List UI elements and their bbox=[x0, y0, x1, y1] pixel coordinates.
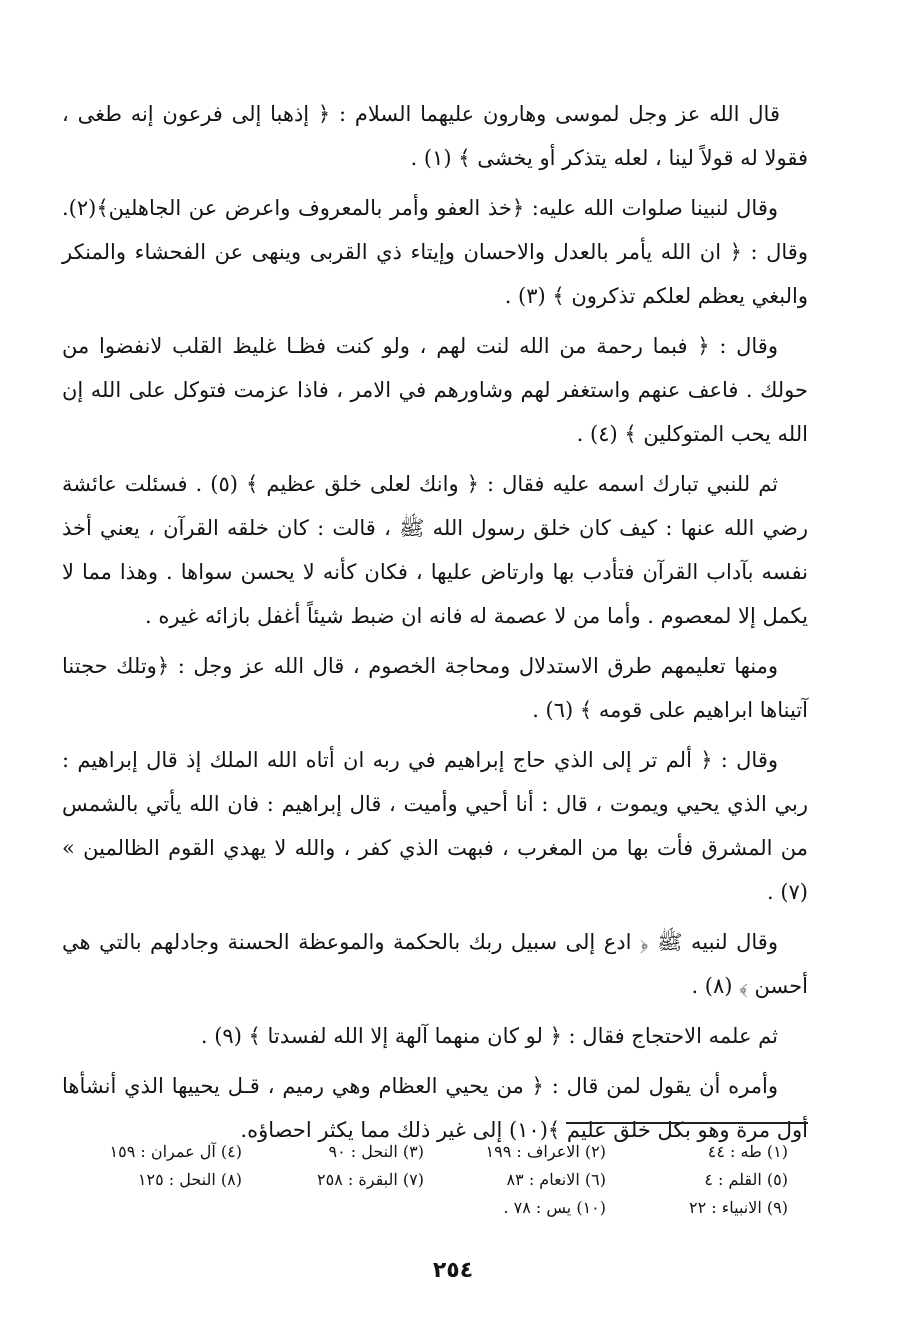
page-number: ٢٥٤ bbox=[432, 1258, 474, 1283]
paragraph: وقال لنبيه ﷺ ﴿ ادع إلى سبيل ربك بالحكمة والموعظة الحسنة وجادلهم بالتي هي أحسن ﴾ (٨) . bbox=[62, 930, 808, 998]
footnote: (٦) الانعام : ٨٣ bbox=[506, 1170, 606, 1189]
footnotes bbox=[66, 1138, 788, 1222]
footnote: (٧) البقرة : ٢٥٨ bbox=[317, 1170, 424, 1189]
paragraph: ومنها تعليمهم طرق الاستدلال ومحاجة الخصوم ، قال الله عز وجل : ﴿وتلك حجتنا آتيناها ابراهيم على قومه ﴾ (٦) . bbox=[62, 654, 808, 722]
footnote: (٢) الاعراف : ١٩٩ bbox=[485, 1142, 606, 1161]
footnote: (٤) آل عمران : ١٥٩ bbox=[109, 1142, 242, 1161]
footnote bbox=[66, 1194, 242, 1222]
paragraph: ثم علمه الاحتجاج فقال : ﴿ لو كان منهما آلهة إلا الله لفسدتا ﴾ (٩) . bbox=[200, 1024, 778, 1048]
paragraph: وقال : ﴿ ألم تر إلى الذي حاج إبراهيم في ربه ان أتاه الله الملك إذ قال إبراهيم : ربي الذي يحيي ويموت ، قال : أنا أحيي وأميت ، قال إبراهيم : فان الله يأتي بالشمس من المشرق فأت بها من المغرب ، فبهت الذي كفر ، والله لا يهدي القوم الظالمين » (٧) . bbox=[62, 748, 808, 904]
paragraph: وقال : ﴿ فبما رحمة من الله لنت لهم ، ولو كنت فظـا غليظ القلب لانفضوا من حولك . فاعف عنهم واستغفر لهم وشاورهم في الامر ، فاذا عزمت فتوكل على الله إن الله يحب المتوكلين ﴾ (٤) . bbox=[62, 334, 808, 446]
footnote bbox=[248, 1194, 424, 1222]
paragraph: وقال لنبينا صلوات الله عليه: ﴿خذ العفو وأمر بالمعروف واعرض عن الجاهلين﴾(٢). وقال : ﴿ ان الله يأمر بالعدل والاحسان وإيتاء ذي القربى وينهى عن الفحشاء والمنكر والبغي يعظم لعلكم تذكرون ﴾ (٣) . bbox=[62, 196, 808, 308]
footnote: (١٠) يس : ٧٨ . bbox=[503, 1198, 606, 1217]
footnote-divider bbox=[566, 1122, 808, 1124]
paragraph: ثم للنبي تبارك اسمه عليه فقال : ﴿ وانك لعلى خلق عظيم ﴾ (٥) . فسئلت عائشة رضي الله عنها : كيف كان خلق رسول الله ﷺ ، قالت : كان خلقه القرآن ، يعني أخذ نفسه بآداب القرآن فتأدب بها وارتاض عليها ، فكان كأنه لا يحسن سواها . وهذا مما لا يكمل إلا لمعصوم . وأما من لا عصمة له فانه ان ضبط شيئاً أغفل بازائه غيره . bbox=[62, 472, 808, 628]
footnote-row bbox=[66, 1166, 788, 1194]
footnote-row bbox=[66, 1138, 788, 1166]
footnote: (٣) النحل : ٩٠ bbox=[328, 1142, 424, 1161]
footnote: (٩) الانبياء : ٢٢ bbox=[689, 1198, 788, 1217]
paragraph: وأمره أن يقول لمن قال : ﴿ من يحيي العظام وهي رميم ، قـل يحييها الذي أنشأها أول مرة وهو بكل خلق عليم ﴾(١٠) إلى غير ذلك مما يكثر احصاؤه. bbox=[62, 1074, 808, 1142]
footnote: (٥) القلم : ٤ bbox=[704, 1170, 788, 1189]
body-text bbox=[62, 92, 808, 1158]
footnote: (٨) النحل : ١٢٥ bbox=[137, 1170, 242, 1189]
footnote: (١) طه : ٤٤ bbox=[707, 1142, 788, 1161]
footnote-row bbox=[66, 1194, 788, 1222]
paragraph: قال الله عز وجل لموسى وهارون عليهما السلام : ﴿ إذهبا إلى فرعون إنه طغى ، فقولا له قولاً لينا ، لعله يتذكر أو يخشى ﴾ (١) . bbox=[62, 102, 808, 170]
